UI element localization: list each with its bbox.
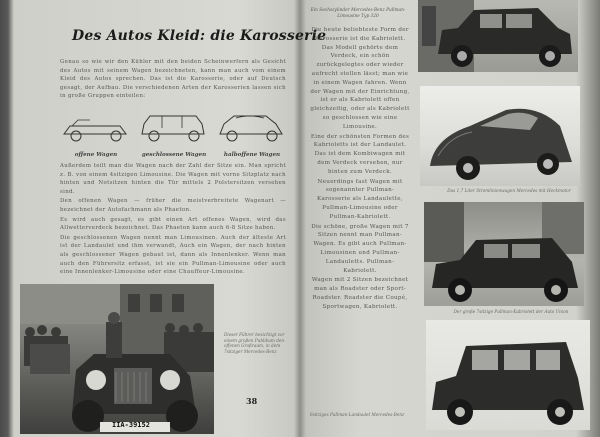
photo-caption: Dieser Führer besichtigt vor einem großen Publikum den offenen Großraum, in dem 7sitziger Mercedes-Benz <box>224 332 285 354</box>
caption-pullman-landaulet: 6sitziges Pullman-Landaulet Mercedes-Benz <box>310 412 405 417</box>
license-plate: IIA-39152 <box>112 421 150 429</box>
sedan-image-1 <box>418 0 578 72</box>
column-text: Die heute beliebteste Form der Karosserie ist die Kabriolett. Das Modell gehörte dem Verdeck, ein schön zurückgelegtes oder wieder aufrecht stellen lässt; man wie in einem Wagen fahren. Wenn der Wagen mit der Einrichtung, ist er als Kabriolett offen gleichzeitig, oder als Kabriolett so geschlossen wie eine Limousine. Eine der schönsten Formen des Kabrioletts ist der Landaulet. Das ist dem Kombiwagen mit dem Verdeck versehen, nur hinten zum Verdeck. Neuerdings fast Wagen mit sogenannter Pullman-Karosserie als Landaulette, Pullman-Limousine oder Pullman-Kabriolett. Die schöne, große Wagen mit 7 Sitzen nennt man Pullman-Wagen. Es gibt auch Pullman-Limousinen und Pullman-Landauletts. Pullman-Kabriolett. Wagen mit 2 Sitzen bezeichnet man als Roadster oder Sport-Roadster. Roadster die Coupé, Sportwagen, Kabriolett. <box>310 27 410 310</box>
pullman-cabriolet-photo <box>424 202 584 306</box>
streamline-car-image <box>420 86 580 186</box>
right-page <box>302 0 598 437</box>
intro-paragraph: Genau so wie wir den Kühler mit den beiden Scheinwerfern als Gesicht des Autos mit seinem Wagen bezeichneten, kann man auch vom einem Kleid des Autos sprechen. Das ist die Karosserie, oder auf Deutsch gesagt, der Aufbau. Die verschiedenen Arten der Karosserien lassen sich in große Gruppen einteilen: <box>60 59 286 100</box>
parade-car-image <box>20 284 214 434</box>
silhouette-label: offene Wagen <box>74 152 118 158</box>
silhouette-closed-car <box>138 112 210 158</box>
pullman-landaulet-image <box>426 320 590 430</box>
pullman-cabriolet-image <box>424 202 584 306</box>
page-number: 38 <box>246 396 258 406</box>
silhouette-halfopen-car <box>216 112 288 158</box>
halfopen-car-icon <box>216 112 288 146</box>
left-page <box>8 0 327 437</box>
silhouette-label: halboffene Wagen <box>223 152 281 158</box>
open-car-icon <box>60 112 132 146</box>
pullman-landaulet-photo <box>426 320 590 430</box>
main-body-text: Außerdem teilt man die Wagen nach der Zahl der Sitze ein. Man spricht z. B. von einem 4sitzigen Limousine. Die Wagen mit vorne Sitzplatz nach hinten und Notsitzen hinten die Tür mittels 2 Polstersitzen versehen sind. Den offenen Wagen — früher die meistverbreitete Wagenart — bezeichnet der Autofachmann als Phaeton. Es wird auch gesagt, es gibt einen Art offenes Wagen, wird das Allwetterverdeck bezeichnet. Das Phaeton kann auch 6-8 Sitze haben. Die geschlossenen Wagen nennt man Limousinen. Auch der älteste Art ist der Landaulet und ihm verwandt, Auch ein Wagen, der nach hinten als geschlossener Wagen gebaut ist, dann als Innenlenker. Wenn man auch den Führersitz erfasst, ist sie ein Pullman-Limousine oder auch eine Innenlenker-Limousine oder eine Chauffeur-Limousine. <box>60 163 286 276</box>
streamline-car-photo <box>420 86 580 186</box>
closed-car-icon <box>138 112 210 146</box>
sedan-photo-1 <box>418 0 578 72</box>
silhouette-open-car <box>60 112 132 158</box>
parade-car-photo <box>20 284 214 434</box>
page-heading: Des Autos Kleid: die Karosserie <box>72 28 327 44</box>
top-caption: Ein Sechszylinder Mercedes-Benz Pullman-Limousine Typ 320 <box>310 8 406 19</box>
car-body-silhouettes <box>60 112 290 158</box>
caption-pullman-cabriolet: Der große 7sitzige Pullman-Kabriolett der Auto Union <box>453 309 569 314</box>
caption-streamline: Das 1,7 Liter Stromlinienwagen Mercedes mit Heckmotor <box>447 188 571 193</box>
silhouette-label: geschlossene Wagen <box>141 152 207 158</box>
